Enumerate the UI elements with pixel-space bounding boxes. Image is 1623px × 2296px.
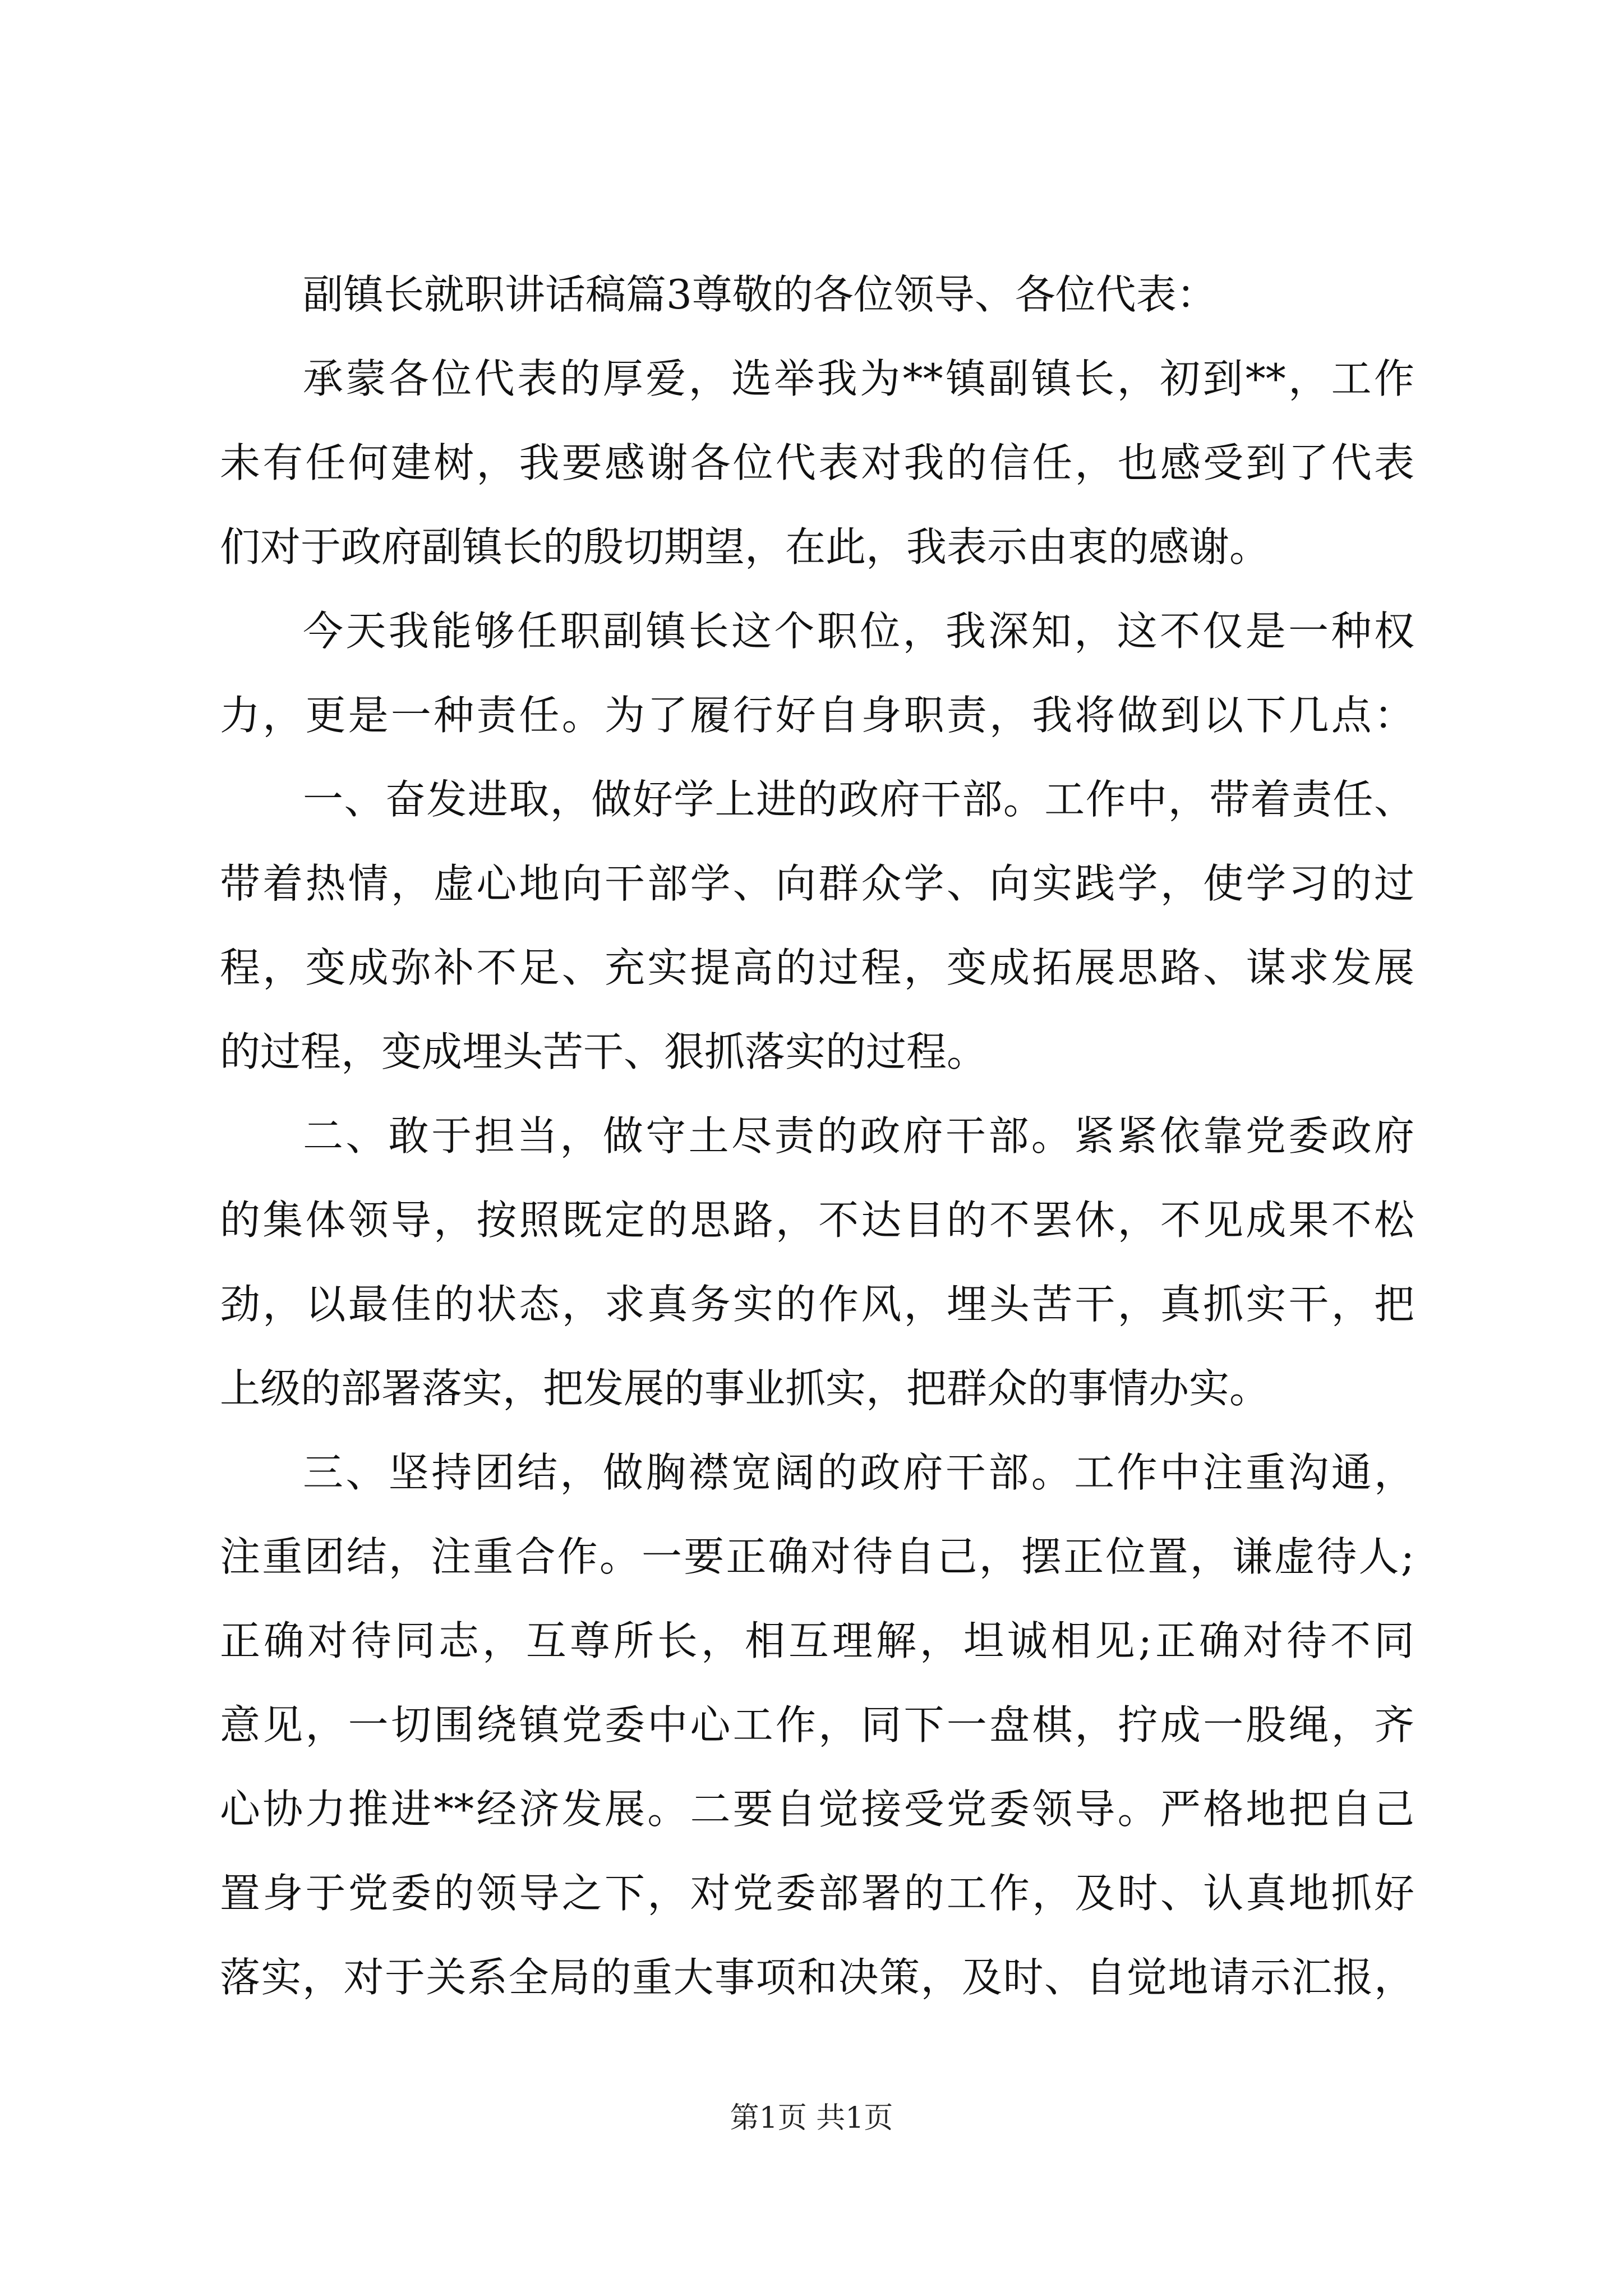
text-line-8: 带着热情，虚心地向干部学、向群众学、向实践学，使学习的过	[220, 860, 1414, 907]
text-line-5: 今天我能够任职副镇长这个职位，我深知，这不仅是一种权	[303, 608, 1414, 655]
text-line-17: 正确对待同志，互尊所长，相互理解，坦诚相见;正确对待不同	[220, 1617, 1414, 1664]
text-line-4: 们对于政府副镇长的殷切期望，在此，我表示由衷的感谢。	[220, 523, 1270, 570]
text-line-18: 意见，一切围绕镇党委中心工作，同下一盘棋，拧成一股绳，齐	[220, 1701, 1414, 1749]
text-line-16: 注重团结，注重合作。一要正确对待自己，摆正位置，谦虚待人;	[220, 1533, 1414, 1580]
text-line-7: 一、奋发进取，做好学上进的政府干部。工作中，带着责任、	[303, 776, 1414, 823]
text-line-9: 程，变成弥补不足、充实提高的过程，变成拓展思路、谋求发展	[220, 944, 1414, 991]
text-line-11: 二、敢于担当，做守土尽责的政府干部。紧紧依靠党委政府	[303, 1112, 1414, 1159]
text-line-19: 心协力推进**经济发展。二要自觉接受党委领导。严格地把自己	[220, 1786, 1414, 1833]
text-line-6: 力，更是一种责任。为了履行好自身职责，我将做到以下几点：	[220, 692, 1414, 739]
text-line-20: 置身于党委的领导之下，对党委部署的工作，及时、认真地抓好	[220, 1870, 1414, 1917]
text-line-13: 劲，以最佳的状态，求真务实的作风，埋头苦干，真抓实干，把	[220, 1281, 1414, 1328]
text-line-1: 副镇长就职讲话稿篇3尊敬的各位领导、各位代表：	[303, 271, 1217, 318]
text-line-15: 三、坚持团结，做胸襟宽阔的政府干部。工作中注重沟通，	[303, 1449, 1414, 1496]
text-line-12: 的集体领导，按照既定的思路，不达目的不罢休，不见成果不松	[220, 1197, 1414, 1244]
text-line-2: 承蒙各位代表的厚爱，选举我为**镇副镇长，初到**，工作	[303, 355, 1414, 402]
text-line-3: 未有任何建树，我要感谢各位代表对我的信任，也感受到了代表	[220, 439, 1414, 486]
text-line-10: 的过程，变成埋头苦干、狠抓落实的过程。	[220, 1028, 988, 1075]
text-line-21: 落实，对于关系全局的重大事项和决策，及时、自觉地请示汇报，	[220, 1954, 1414, 2001]
page-footer: 第1页 共1页	[730, 2101, 893, 2135]
text-line-14: 上级的部署落实，把发展的事业抓实，把群众的事情办实。	[220, 1365, 1270, 1412]
